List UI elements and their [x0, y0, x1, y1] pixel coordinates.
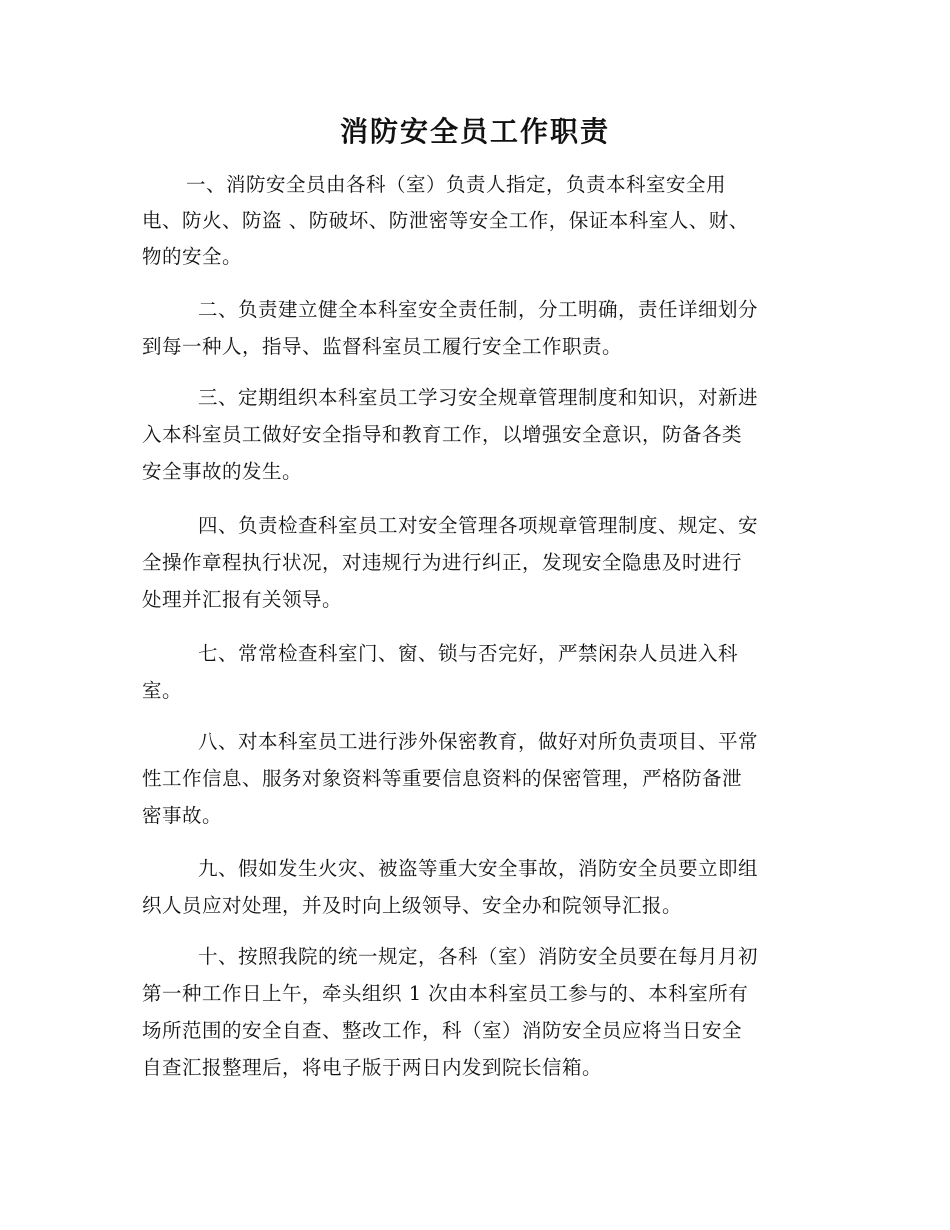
paragraph-line: 八、对本科室员工进行涉外保密教育，做好对所负责项目、平常 — [198, 730, 759, 753]
paragraph-line: 密事故。 — [142, 804, 223, 827]
paragraph-line: 十、按照我院的统一规定，各科（室）消防安全员要在每月月初 — [198, 945, 759, 968]
paragraph-line: 自查汇报整理后，将电子版于两日内发到院长信箱。 — [142, 1056, 603, 1079]
paragraph-line: 三、定期组织本科室员工学习安全规章管理制度和知识，对新进 — [198, 386, 759, 409]
paragraph-line: 室。 — [142, 679, 183, 702]
paragraph-line: 处理并汇报有关领导。 — [142, 588, 343, 611]
paragraph-line: 织人员应对处理，并及时向上级领导、安全办和院领导汇报。 — [142, 894, 683, 917]
paragraph-line: 全操作章程执行状况，对违规行为进行纠正，发现安全隐患及时进行 — [142, 551, 743, 574]
paragraph-line: 物的安全。 — [142, 245, 243, 268]
paragraph-line: 性工作信息、服务对象资料等重要信息资料的保密管理，严格防备泄 — [142, 767, 743, 790]
paragraph-line: 二、负责建立健全本科室安全责任制，分工明确，责任详细划分 — [198, 298, 759, 321]
paragraph-line: 场所范围的安全自查、整改工作，科（室）消防安全员应将当日安全 — [142, 1019, 743, 1042]
paragraph-line: 四、负责检查科室员工对安全管理各项规章管理制度、规定、安 — [198, 514, 759, 537]
paragraph-line: 七、常常检查科室门、窗、锁与否完好，严禁闲杂人员进入科 — [198, 642, 739, 665]
paragraph-line: 九、假如发生火灾、被盗等重大安全事故，消防安全员要立即组 — [198, 857, 759, 880]
paragraph-line: 入本科室员工做好安全指导和教育工作，以增强安全意识，防备各类 — [142, 423, 743, 446]
paragraph-line: 电、防火、防盗 、防破坏、防泄密等安全工作，保证本科室人、财、 — [142, 209, 749, 232]
paragraph-line: 一、消防安全员由各科（室）负责人指定，负责本科室安全用 — [186, 173, 727, 196]
paragraph-line: 第一种工作日上午，牵头组织 1 次由本科室员工参与的、本科室所有 — [142, 982, 749, 1005]
paragraph-line: 到每一种人，指导、监督科室员工履行安全工作职责。 — [142, 335, 623, 358]
document-title: 消防安全员工作职责 — [339, 115, 610, 148]
paragraph-line: 安全事故的发生。 — [142, 460, 303, 483]
